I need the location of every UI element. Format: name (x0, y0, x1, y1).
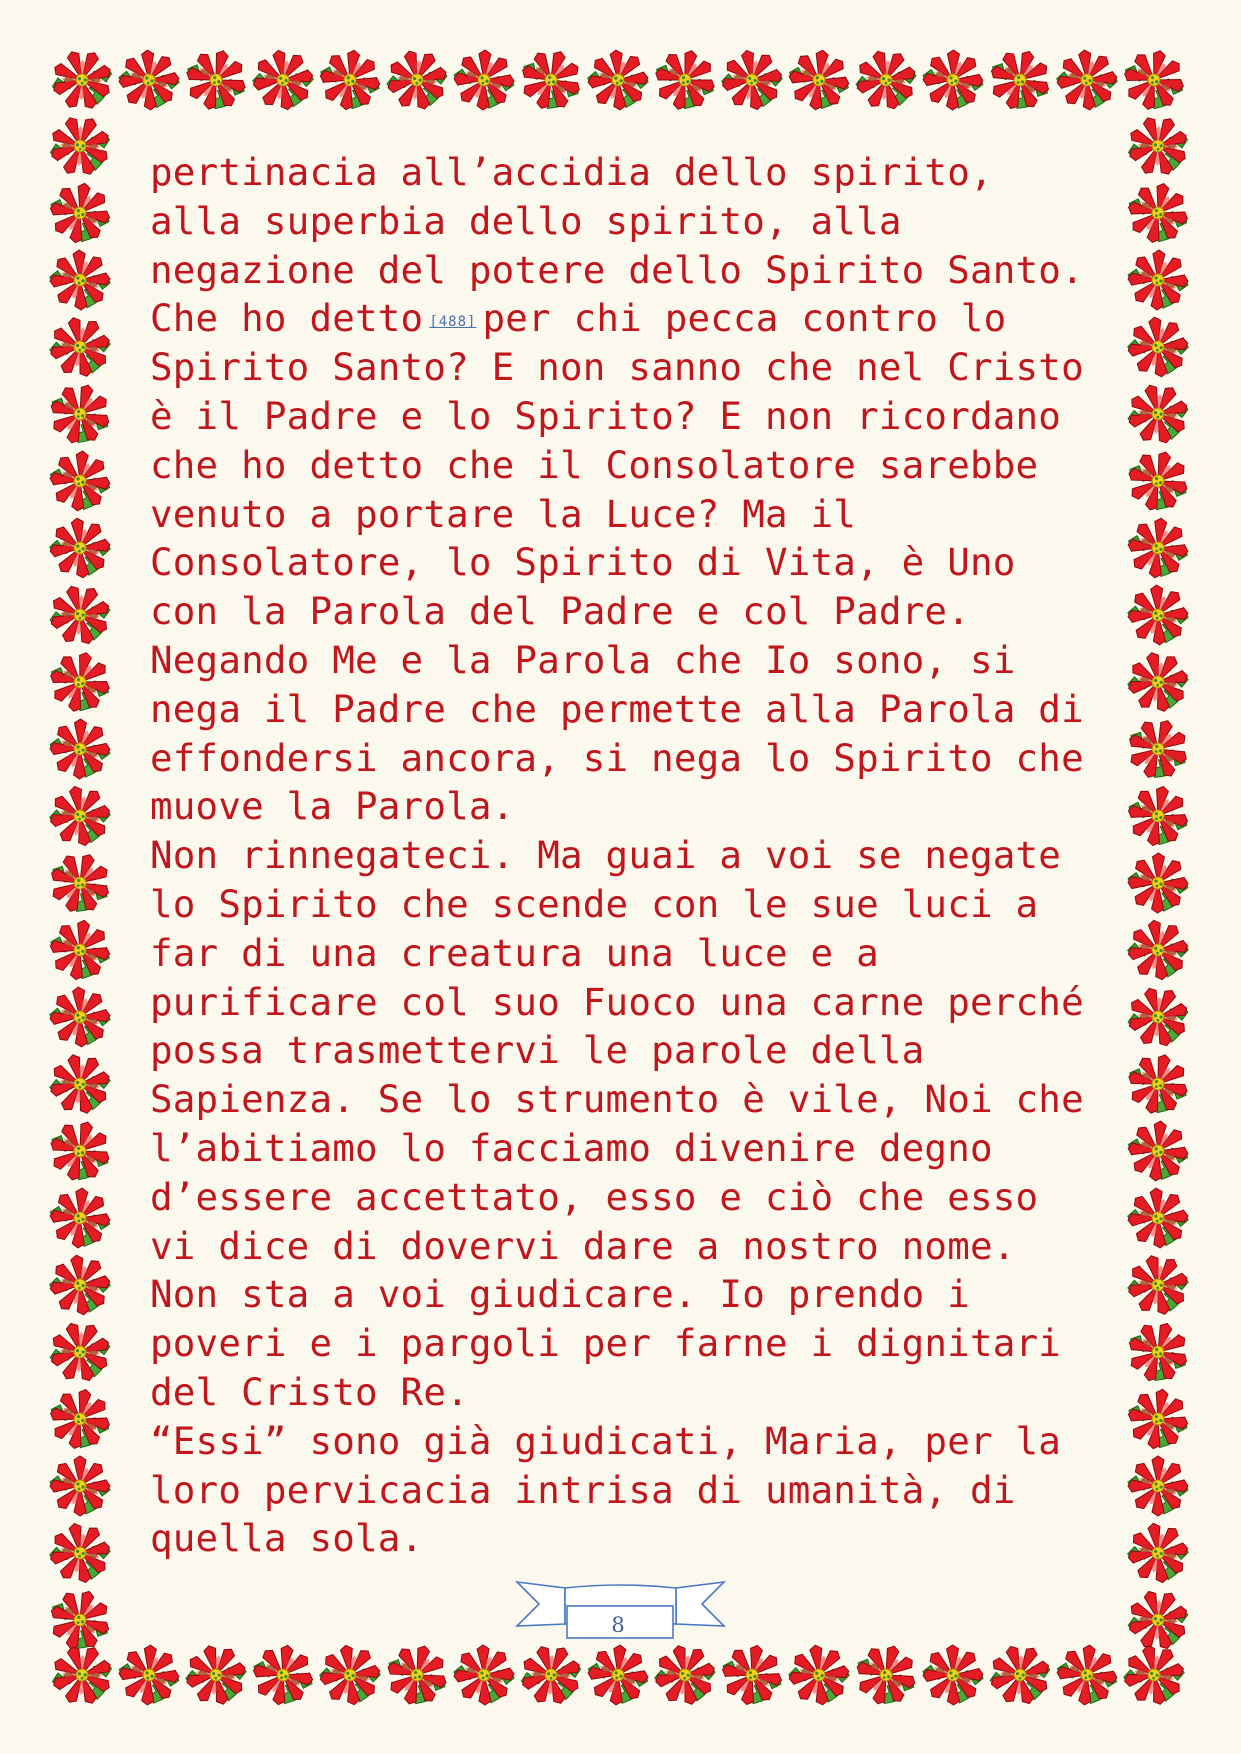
poinsettia-icon (1126, 583, 1189, 646)
poinsettia-icon (1122, 646, 1193, 717)
poinsettia-icon (1120, 108, 1197, 185)
poinsettia-icon (513, 42, 589, 118)
text-line: poveri e i pargoli per farne i dignitari (150, 1321, 1062, 1366)
poinsettia-icon (1122, 1048, 1195, 1121)
poinsettia-icon (47, 515, 113, 581)
text-segment: per chi pecca contro lo (482, 296, 1007, 341)
poinsettia-icon (45, 1518, 115, 1588)
text-line: muove la Parola. (150, 784, 515, 829)
text-line: venuto a portare la Luce? Ma il (150, 491, 857, 536)
poinsettia-icon (43, 377, 117, 451)
poinsettia-icon (117, 48, 180, 111)
text-line: effondersi ancora, si nega lo Spirito che (150, 735, 1084, 780)
poinsettia-icon (49, 718, 110, 779)
poinsettia-icon (982, 1637, 1058, 1713)
poinsettia-icon (1124, 1519, 1193, 1588)
poinsettia-icon (453, 49, 515, 111)
poinsettia-icon (1118, 44, 1189, 115)
poinsettia-icon (43, 578, 118, 653)
poinsettia-icon (1127, 852, 1188, 913)
text-line: Sapienza. Se lo strumento è vile, Noi che (150, 1077, 1084, 1122)
poinsettia-icon (1120, 711, 1196, 787)
footnote-link[interactable]: [488] (429, 314, 477, 331)
poinsettia-icon (46, 179, 115, 248)
poinsettia-icon (47, 1252, 114, 1319)
poinsettia-icon (249, 1641, 318, 1710)
poinsettia-icon (1121, 377, 1195, 451)
poinsettia-icon (717, 1640, 787, 1710)
poinsettia-icon (786, 47, 853, 114)
text-line: purificare col suo Fuoco una carne perché (150, 979, 1084, 1024)
poinsettia-icon (513, 1637, 589, 1713)
poinsettia-icon (48, 985, 111, 1048)
poinsettia-icon (1122, 1249, 1194, 1321)
poinsettia-icon (48, 1186, 112, 1250)
poinsettia-icon (180, 44, 253, 117)
text-line: “Essi” sono già giudicati, Maria, per la (150, 1418, 1062, 1463)
poinsettia-icon (44, 42, 121, 119)
poinsettia-icon (1054, 47, 1119, 112)
poinsettia-icon (1125, 314, 1192, 381)
poinsettia-icon (42, 845, 118, 921)
poinsettia-icon (45, 1384, 115, 1454)
poinsettia-icon (1123, 178, 1193, 248)
poinsettia-icon (1124, 916, 1192, 984)
poinsettia-icon (1120, 1314, 1196, 1390)
poinsettia-icon (1128, 1456, 1188, 1516)
poinsettia-icon (1121, 444, 1194, 517)
text-line: Consolatore, lo Spirito di Vita, è Uno (150, 540, 1016, 585)
page-number: 8 (611, 1613, 625, 1637)
poinsettia-icon (316, 46, 384, 114)
poinsettia-icon (1054, 1642, 1119, 1707)
text-line: con la Parola del Padre e col Padre. (150, 589, 970, 634)
poinsettia-icon (316, 1641, 384, 1709)
poinsettia-icon (117, 1643, 180, 1706)
text-line: possa trasmettervi le parole della (150, 1028, 925, 1073)
poinsettia-icon (43, 1114, 116, 1187)
poinsettia-icon (44, 1048, 117, 1121)
poinsettia-icon (786, 1642, 853, 1709)
poinsettia-icon (1125, 1118, 1190, 1183)
text-line: far di una creatura una luce e a (150, 930, 879, 975)
poinsettia-icon (717, 45, 787, 115)
text-line: Spirito Santo? E non sanno che nel Cristo (150, 345, 1084, 390)
poinsettia-icon (42, 1582, 118, 1658)
text-line: l’abitiamo lo facciamo divenire degno (150, 1125, 993, 1170)
poinsettia-icon (49, 249, 111, 311)
poinsettia-icon (44, 646, 115, 717)
text-line: del Cristo Re. (150, 1369, 469, 1414)
poinsettia-icon (50, 1456, 110, 1516)
poinsettia-icon (380, 43, 453, 116)
poinsettia-icon (380, 1638, 453, 1711)
poinsettia-icon (453, 1644, 515, 1706)
poinsettia-icon (180, 1639, 253, 1712)
poinsettia-icon (1123, 781, 1193, 851)
poinsettia-icon (46, 916, 114, 984)
poinsettia-icon (849, 1638, 923, 1712)
text-line: lo Spirito che scende con le sue luci a (150, 881, 1039, 926)
poinsettia-icon (44, 311, 116, 383)
text-line: Non rinnegateci. Ma guai a voi se negate (150, 833, 1062, 878)
poinsettia-icon (1118, 1639, 1189, 1710)
poinsettia-icon (586, 1643, 650, 1707)
poinsettia-icon (47, 448, 112, 513)
poinsettia-icon (586, 48, 650, 112)
poinsettia-icon (922, 49, 983, 110)
poinsettia-icon (982, 42, 1058, 118)
text-line: loro pervicacia intrisa di umanità, di (150, 1467, 1016, 1512)
text-line: alla superbia dello spirito, alla (150, 198, 902, 243)
poinsettia-icon (1121, 980, 1196, 1055)
poinsettia-icon (45, 781, 115, 851)
poinsettia-icon (1127, 249, 1189, 311)
text-line: d’essere accettato, esso e ciò che esso (150, 1174, 1039, 1219)
poinsettia-icon (1125, 515, 1191, 581)
text-line-with-footnote (150, 294, 1110, 343)
poinsettia-icon (922, 1644, 983, 1705)
text-line: nega il Padre che permette alla Parola di (150, 686, 1084, 731)
text-line: che ho detto che il Consolatore sarebbe (150, 442, 1039, 487)
poinsettia-icon (1124, 1385, 1193, 1454)
page-body-text (150, 148, 1110, 1563)
poinsettia-icon (1126, 1186, 1190, 1250)
poinsettia-icon (42, 1314, 118, 1390)
text-line: è il Padre e lo Spirito? E non ricordano (150, 393, 1062, 438)
text-segment: Che ho detto (150, 296, 424, 341)
text-line: Negando Me e la Parola che Io sono, si (150, 637, 1016, 682)
text-line: negazione del potere dello Spirito Santo. (150, 247, 1084, 292)
poinsettia-icon (1120, 1582, 1196, 1658)
poinsettia-icon (649, 44, 721, 116)
text-line: vi dice di dovervi dare a nostro nome. (150, 1223, 1016, 1268)
text-line: Non sta a voi giudicare. Io prendo i (150, 1272, 970, 1317)
text-line: quella sola. (150, 1516, 424, 1561)
poinsettia-icon (649, 1639, 721, 1711)
poinsettia-icon (849, 43, 923, 117)
poinsettia-icon (42, 108, 119, 185)
poinsettia-icon (249, 46, 318, 115)
text-line: pertinacia all’accidia dello spirito, (150, 150, 993, 194)
